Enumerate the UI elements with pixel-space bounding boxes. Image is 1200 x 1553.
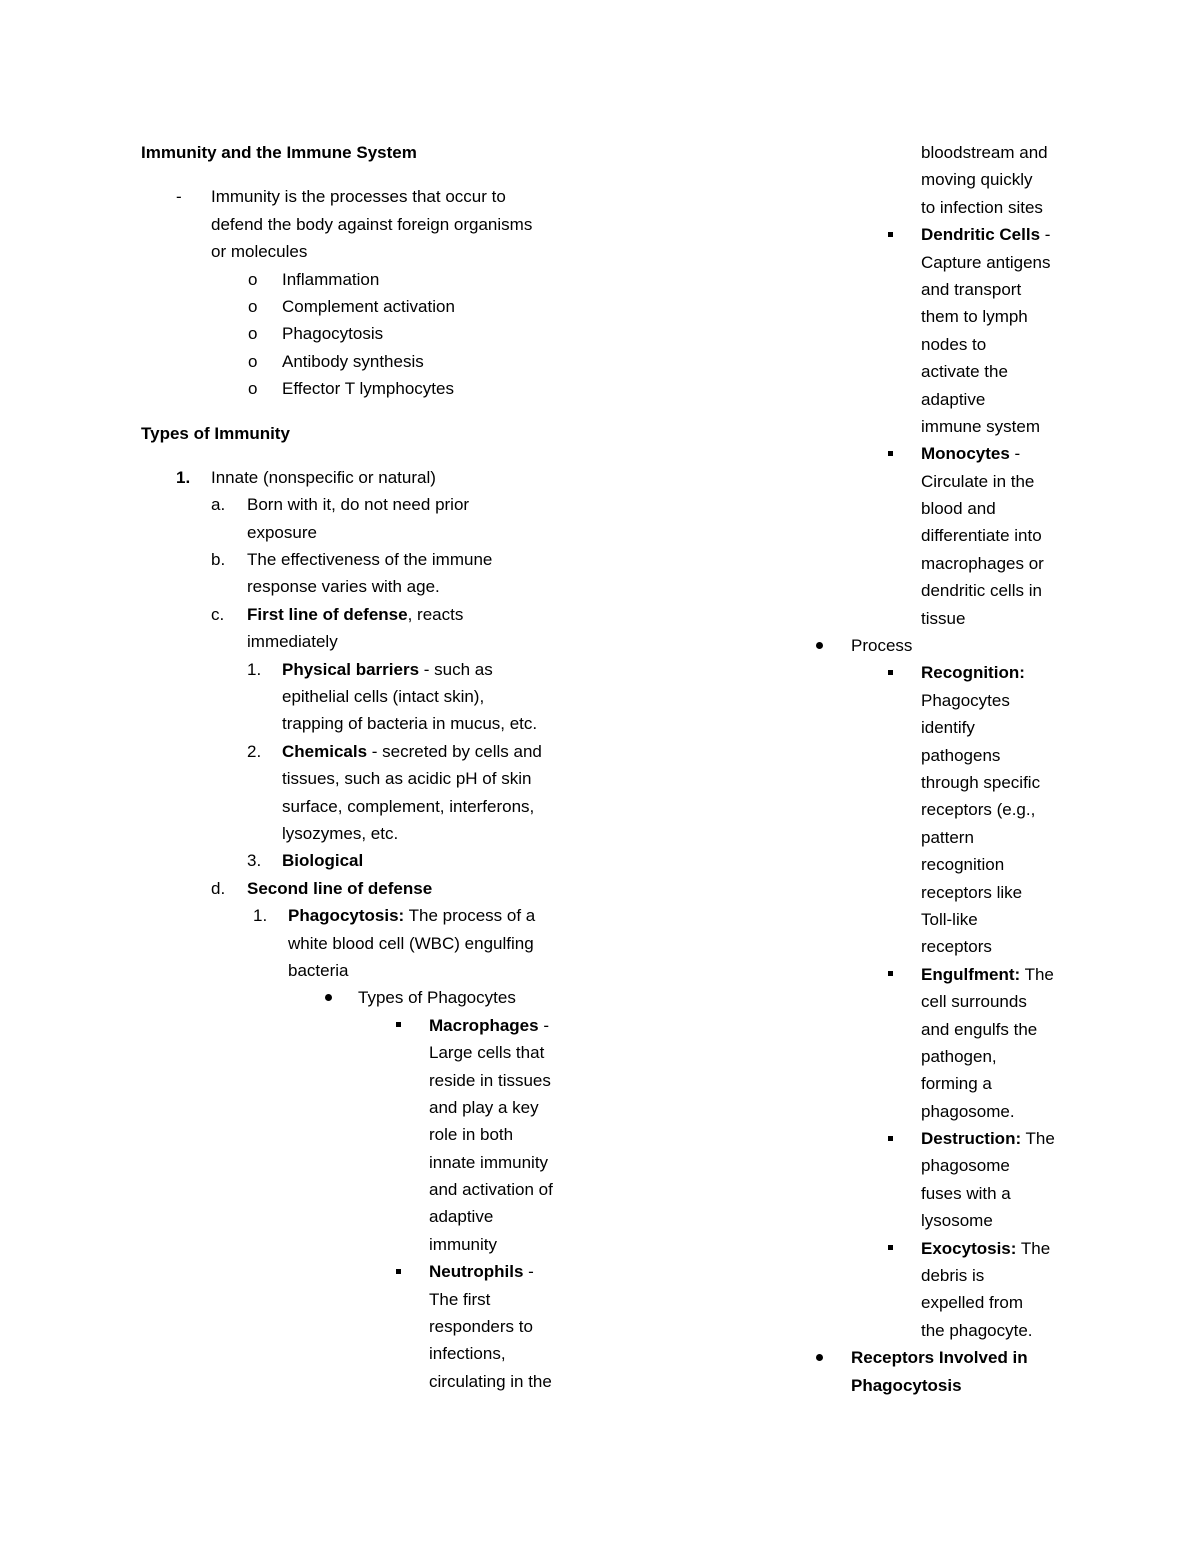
list-item: c. First line of defense, reacts <box>211 604 464 624</box>
right-column: bloodstream and moving quickly to infection sites Dendritic Cells - Capture antigens and transport them to lymph nodes to activate the adaptive immune system Monocytes - Circulate in the blood and differentiate into macrophages or dendritic cells in tissue Process Recognition: Phagocytes identify pathogens through specific receptors (e.g., pattern recognition receptors like Toll-like receptors Engulfment: The cell surrounds and engulfs the pathogen, forming a phagosome. Destruction: The phagosome fuses with a lysosome Exocytosis: The debris is expelled from the phagocyte. Receptors Involved in Phagocytosis <box>800 139 1100 1399</box>
bullet-square-icon <box>888 1136 893 1141</box>
bullet-square-icon <box>888 1245 893 1250</box>
list-item: exposure <box>247 522 317 542</box>
bullet-square-icon <box>888 451 893 456</box>
list-item: o Antibody synthesis <box>248 351 424 371</box>
bullet-dot-icon <box>816 642 823 649</box>
list-item: Neutrophils - <box>141 1258 581 1285</box>
bullet-square-icon <box>888 670 893 675</box>
intro-line: or molecules <box>211 242 308 262</box>
list-item: 3. Biological <box>247 851 364 871</box>
list-item: d. Second line of defense <box>211 878 433 898</box>
list-item: Process <box>800 632 1100 659</box>
list-item: Dendritic Cells - <box>800 221 1100 248</box>
list-item: 1. Phagocytosis: The process of a <box>253 906 536 926</box>
list-item: lysozymes, etc. <box>282 823 399 843</box>
list-item: Monocytes - <box>800 440 1100 467</box>
list-item: Engulfment: The <box>800 961 1100 988</box>
list-item: surface, complement, interferons, <box>282 796 535 816</box>
list-item: epithelial cells (intact skin), <box>282 687 485 707</box>
list-item: a. Born with it, do not need prior <box>211 495 470 515</box>
list-item: Recognition: <box>800 659 1100 686</box>
list-item: o Complement activation <box>248 296 455 316</box>
bullet-square-icon <box>888 971 893 976</box>
intro-line: defend the body against foreign organisms <box>211 214 533 234</box>
bullet-dot-icon <box>816 1354 823 1361</box>
left-column: Immunity and the Immune System - Immunity is the processes that occur to defend the body against foreign organisms or molecules o Inflammation o Complement activation o Phagocytosis o Antibody synthesis o Effector T lymphocytes Types of Immunity 1. Innate (nonspecific or natural) a. Born with it, do not need prior exposure b. The effectiveness of the immune response varies with age. c. First line of defense, reacts immediately 1. Physical barriers - such as epithelial cells (intact skin), trapping of bacteria in mucus, etc. 2. Chemicals - secreted by cells and tissues, such as acidic pH of skin surface, complement, interferons, lysozymes, etc. 3. Biological d. Second line of defense 1. Phagocytosis: The process of a white blood cell (WBC) engulfing bacteria Types of Phagocytes Macrophages - Large cells that reside in tissues and play a key role in both innate immunity and activation of adaptive immunity Neutrophils - The first responders to infections, circulating in the <box>141 139 581 1395</box>
list-item: trapping of bacteria in mucus, etc. <box>282 714 538 734</box>
section-title-immunity: Immunity and the Immune System <box>141 143 417 162</box>
list-item: Destruction: The <box>800 1125 1100 1152</box>
intro-line: - Immunity is the processes that occur to <box>141 183 581 210</box>
bullet-square-icon <box>396 1269 401 1274</box>
list-item: Types of Phagocytes <box>141 984 581 1011</box>
innate-heading: 1. Innate (nonspecific or natural) <box>176 467 436 487</box>
list-item: immediately <box>247 632 338 652</box>
list-item: o Effector T lymphocytes <box>248 379 454 399</box>
dash-marker: - <box>176 187 182 207</box>
list-item: Receptors Involved in <box>800 1344 1100 1371</box>
list-item: tissues, such as acidic pH of skin <box>282 769 532 789</box>
list-item: o Phagocytosis <box>248 324 384 344</box>
bullet-dot-icon <box>325 994 332 1001</box>
list-item: bacteria <box>288 960 349 980</box>
list-item: 2. Chemicals - secreted by cells and <box>247 741 542 761</box>
list-item: Macrophages - <box>141 1012 581 1039</box>
list-item: Exocytosis: The <box>800 1235 1100 1262</box>
list-item: o Inflammation <box>248 269 380 289</box>
bullet-square-icon <box>888 232 893 237</box>
list-item: 1. Physical barriers - such as <box>247 659 493 679</box>
section-title-types: Types of Immunity <box>141 423 290 443</box>
list-item: b. The effectiveness of the immune <box>211 550 493 570</box>
bullet-square-icon <box>396 1022 401 1027</box>
list-item: white blood cell (WBC) engulfing <box>288 933 534 953</box>
list-item: response varies with age. <box>247 577 440 597</box>
